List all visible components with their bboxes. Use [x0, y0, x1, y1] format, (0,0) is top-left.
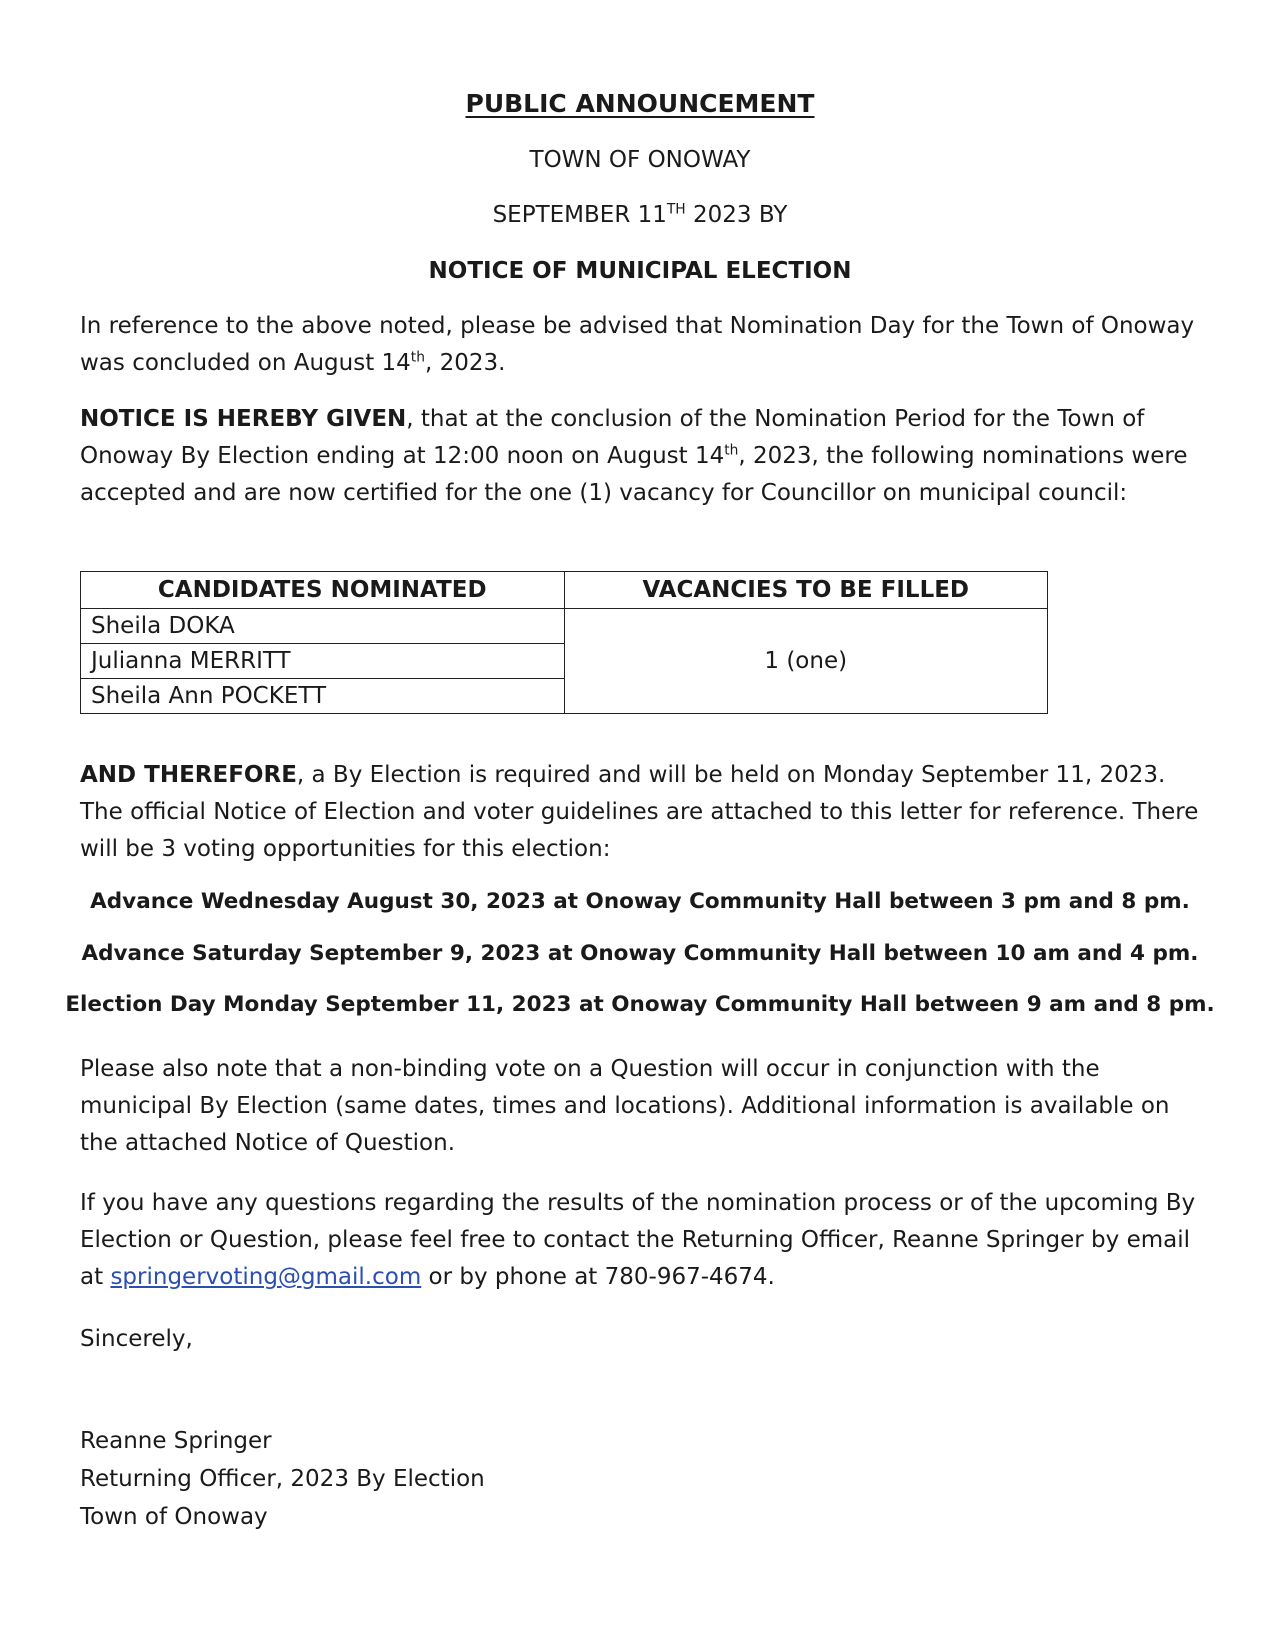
vacancies-value: 1 (one)	[564, 609, 1048, 714]
signer-organization: Town of Onoway	[80, 1504, 268, 1530]
closing-salutation: Sincerely,	[80, 1326, 193, 1352]
candidate-name: Sheila Ann POCKETT	[81, 679, 565, 714]
signer-name: Reanne Springer	[80, 1428, 272, 1454]
voting-opportunity: Advance Saturday September 9, 2023 at Onoway Community Hall between 10 am and 4 pm.	[81, 941, 1199, 966]
notice-paragraph: NOTICE IS HEREBY GIVEN, that at the conclusion of the Nomination Period for the Town of Onoway By Election ending at 12:00 noon on August 14th, 2023, the following nominations were accepted and are now certified for the one (1) vacancy for Councillor on municipal council:	[80, 406, 1188, 506]
intro-paragraph: In reference to the above noted, please be advised that Nomination Day for the Town of Onoway was concluded on August 14th, 2023.	[80, 313, 1195, 376]
signer-role: Returning Officer, 2023 By Election	[80, 1466, 485, 1492]
page-title: PUBLIC ANNOUNCEMENT	[465, 89, 815, 118]
table-row	[81, 609, 1048, 644]
candidate-name: Sheila DOKA	[81, 609, 565, 644]
candidates-table	[80, 571, 1048, 714]
notice-heading: NOTICE OF MUNICIPAL ELECTION	[428, 258, 852, 284]
candidates-column-header: CANDIDATES NOMINATED	[81, 572, 565, 609]
voting-opportunity: Advance Wednesday August 30, 2023 at Onoway Community Hall between 3 pm and 8 pm.	[90, 889, 1190, 914]
contact-paragraph: If you have any questions regarding the results of the nomination process or of the upcoming By Election or Question, please feel free to contact the Returning Officer, Reanne Springer by email at springervoting@gmail.com or by phone at 780-967-4674.	[80, 1190, 1196, 1290]
signature-block	[80, 1422, 485, 1536]
email-link[interactable]: springervoting@gmail.com	[110, 1264, 422, 1290]
date-heading: SEPTEMBER 11TH 2023 BY	[492, 201, 788, 228]
question-paragraph: Please also note that a non-binding vote on a Question will occur in conjunction with the municipal By Election (same dates, times and locations). Additional information is available on the attached Notice of Question.	[80, 1056, 1170, 1156]
therefore-paragraph: AND THEREFORE, a By Election is required and will be held on Monday September 11, 2023. The official Notice of Election and voter guidelines are attached to this letter for reference. There will be 3 voting opportunities for this election:	[80, 762, 1199, 862]
table-header-row	[81, 572, 1048, 609]
vacancies-column-header: VACANCIES TO BE FILLED	[564, 572, 1048, 609]
town-heading: TOWN OF ONOWAY	[529, 147, 751, 173]
voting-opportunity: Election Day Monday September 11, 2023 at Onoway Community Hall between 9 am and 8 pm.	[65, 992, 1215, 1017]
candidate-name: Julianna MERRITT	[81, 644, 565, 679]
